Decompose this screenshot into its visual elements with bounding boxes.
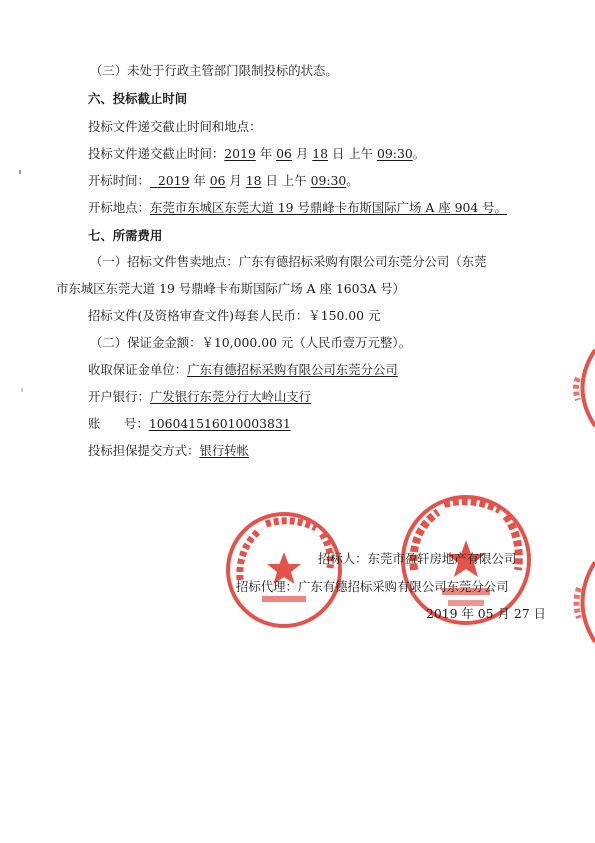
- bank-label: 开户银行：: [88, 389, 150, 404]
- guarantee-line: [88, 443, 249, 459]
- guarantee-label: 投标担保提交方式：: [88, 443, 200, 458]
- edge-seal-bottom: [566, 560, 595, 644]
- tenderer-seal: [222, 508, 346, 632]
- deadline-year: 2019: [224, 146, 256, 161]
- payee-line: [88, 362, 398, 378]
- opening-month: 06: [209, 173, 226, 188]
- payee-label: 收取保证金单位：: [88, 362, 188, 377]
- account-line: [88, 416, 291, 432]
- opening-ampm: 上午: [281, 173, 307, 188]
- item-3-text: （三）未处于行政主管部门限制投标的状态。: [90, 63, 338, 78]
- signature-date: 2019 年 05 月 27 日: [426, 606, 546, 621]
- deadline-end: 。: [412, 146, 426, 161]
- deadline-time: 09:30: [377, 146, 413, 161]
- opening-time: 09:30: [310, 173, 347, 188]
- deposit-amount: （二）保证金金额：￥10,000.00 元（人民币壹万元整）。: [90, 335, 412, 350]
- opening-day-unit: 日: [265, 173, 278, 188]
- scan-mark: [21, 388, 23, 392]
- document-fee: 招标文件(及资格审查文件)每套人民币：￥150.00 元: [88, 308, 381, 323]
- opening-day: 18: [245, 173, 262, 188]
- deadline-day-unit: 日: [331, 146, 345, 161]
- opening-place-label: 开标地点：: [88, 200, 150, 215]
- edge-seal-top: [566, 348, 595, 428]
- deadline-month: 06: [276, 146, 292, 161]
- section-7-heading: 七、所需费用: [88, 228, 163, 243]
- guarantee-method: 银行转帐: [199, 443, 250, 458]
- opening-year: 2019: [157, 173, 190, 188]
- agent-signature: 招标代理：广东有德招标采购有限公司东莞分公司: [236, 579, 509, 594]
- bank-name: 广发银行东莞分行大岭山支行: [149, 389, 312, 404]
- deadline-day: 18: [312, 146, 328, 161]
- scan-mark: [19, 170, 21, 174]
- bank-line: [88, 389, 311, 405]
- opening-place: 东莞市东城区东莞大道 19 号鼎峰卡布斯国际广场 A 座 904 号。: [149, 200, 507, 215]
- section-6-heading: 六、投标截止时间: [88, 91, 188, 106]
- sale-location-line-2: 市东城区东莞大道 19 号鼎峰卡布斯国际广场 A 座 1603A 号）: [56, 281, 406, 296]
- deadline-line: [88, 146, 425, 162]
- tenderer-signature: 招标人：东莞市盈轩房地产有限公司: [318, 551, 517, 566]
- opening-line: [88, 173, 359, 189]
- deadline-month-unit: 月: [295, 146, 309, 161]
- opening-label: 开标时间：: [88, 173, 150, 188]
- deadline-intro: 投标文件递交截止时间和地点：: [88, 119, 262, 134]
- opening-year-unit: 年: [193, 173, 206, 188]
- deadline-year-unit: 年: [259, 146, 273, 161]
- opening-place-line: [88, 200, 507, 216]
- payee-name: 广东有德招标采购有限公司东莞分公司: [187, 362, 398, 377]
- account-number: 106041516010003831: [148, 416, 291, 431]
- deadline-label: 投标文件递交截止时间：: [88, 146, 225, 161]
- account-label: 账 号：: [88, 416, 149, 431]
- sale-location-line-1: （一）招标文件售卖地点：广东有德招标采购有限公司东莞分公司（东莞: [90, 254, 487, 269]
- opening-end: 。: [346, 173, 359, 188]
- opening-month-unit: 月: [229, 173, 242, 188]
- deadline-ampm: 上午: [348, 146, 374, 161]
